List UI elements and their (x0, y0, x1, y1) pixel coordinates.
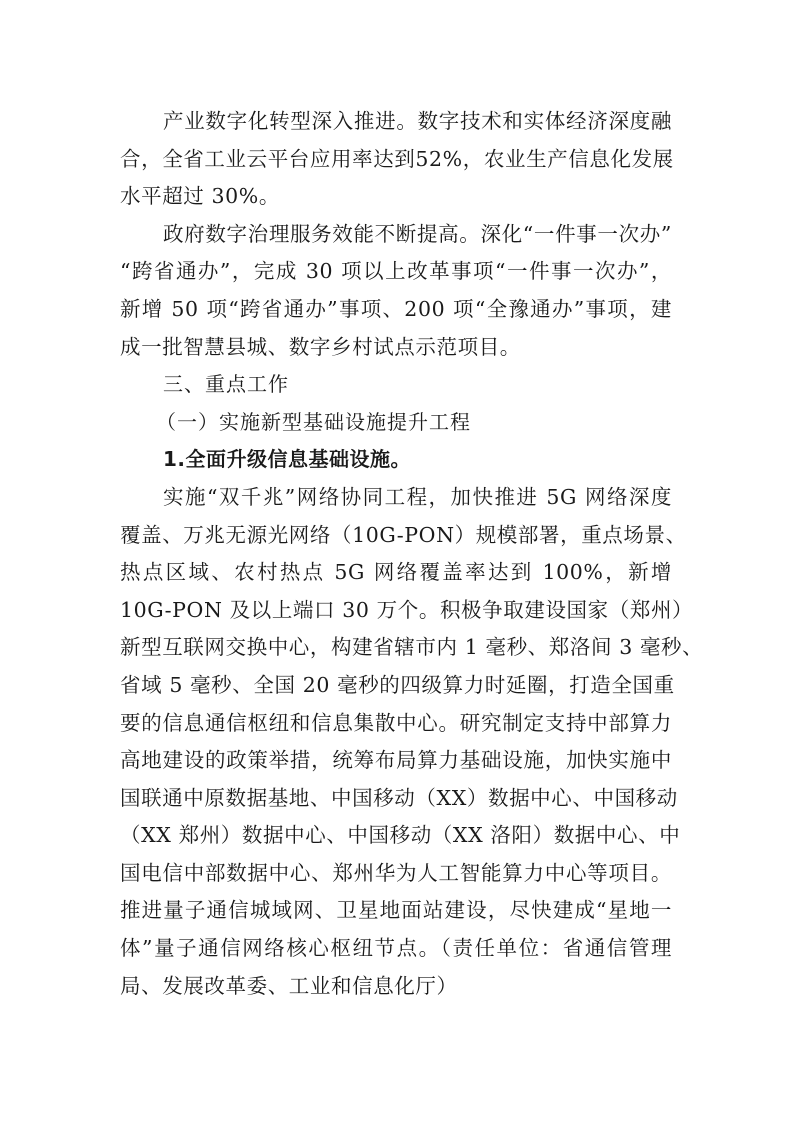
text-line: 国电信中部数据中心、郑州华为人工智能算力中心等项目。 (120, 860, 672, 885)
item-heading: 1.全面升级信息基础设施。 (163, 447, 412, 472)
paragraph-industry-digitalization (120, 103, 676, 216)
text-line: 新型互联网交换中心，构建省辖市内 1 毫秒、郑洛间 3 毫秒、 (120, 635, 704, 660)
text-line: 合，全省工业云平台应用率达到52%，农业生产信息化发展 (120, 146, 674, 171)
text-line: 省域 5 毫秒、全国 20 毫秒的四级算力时延圈，打造全国重 (120, 672, 675, 697)
text-line: 政府数字治理服务效能不断提高。深化“一件事一次办” (163, 221, 672, 246)
text-line: （XX 郑州）数据中心、中国移动（XX 洛阳）数据中心、中 (120, 823, 681, 848)
document-body (120, 103, 704, 1005)
text-line: 产业数字化转型深入推进。数字技术和实体经济深度融 (163, 109, 672, 133)
text-line: 热点区域、农村热点 5G 网络覆盖率达到 100%，新增 (120, 560, 672, 585)
text-line: 要的信息通信枢纽和信息集散中心。研究制定支持中部算力 (120, 710, 672, 735)
section-heading: 三、重点工作 (163, 372, 289, 397)
text-line: 成一批智慧县城、数字乡村试点示范项目。 (120, 334, 521, 359)
text-line: 推进量子通信城域网、卫星地面站建设，尽快建成“星地一 (120, 898, 672, 923)
text-line: “跨省通办”，完成 30 项以上改革事项“一件事一次办”， (120, 259, 672, 284)
text-line: 水平超过 30%。 (120, 184, 280, 209)
paragraph-information-infrastructure (120, 479, 704, 1005)
text-line: 10G-PON 及以上端口 30 万个。积极争取建设国家（郑州） (120, 597, 694, 622)
text-line: 局、发展改革委、工业和信息化厅） (120, 973, 458, 998)
text-line: 体”量子通信网络核心枢纽节点。（责任单位：省通信管理 (120, 936, 672, 961)
text-line: 覆盖、万兆无源光网络（10G-PON）规模部署，重点场景、 (120, 522, 687, 547)
text-line: 国联通中原数据基地、中国移动（XX）数据中心、中国移动 (120, 785, 678, 810)
text-line: 新增 50 项“跨省通办”事项、200 项“全豫通办”事项，建 (120, 296, 672, 321)
subsection-heading: （一）实施新型基础设施提升工程 (156, 409, 471, 434)
paragraph-government-governance (120, 216, 676, 366)
text-line: 高地建设的政策举措，统筹布局算力基础设施，加快实施中 (120, 748, 672, 773)
text-line: 实施“双千兆”网络协同工程，加快推进 5G 网络深度 (163, 484, 672, 509)
